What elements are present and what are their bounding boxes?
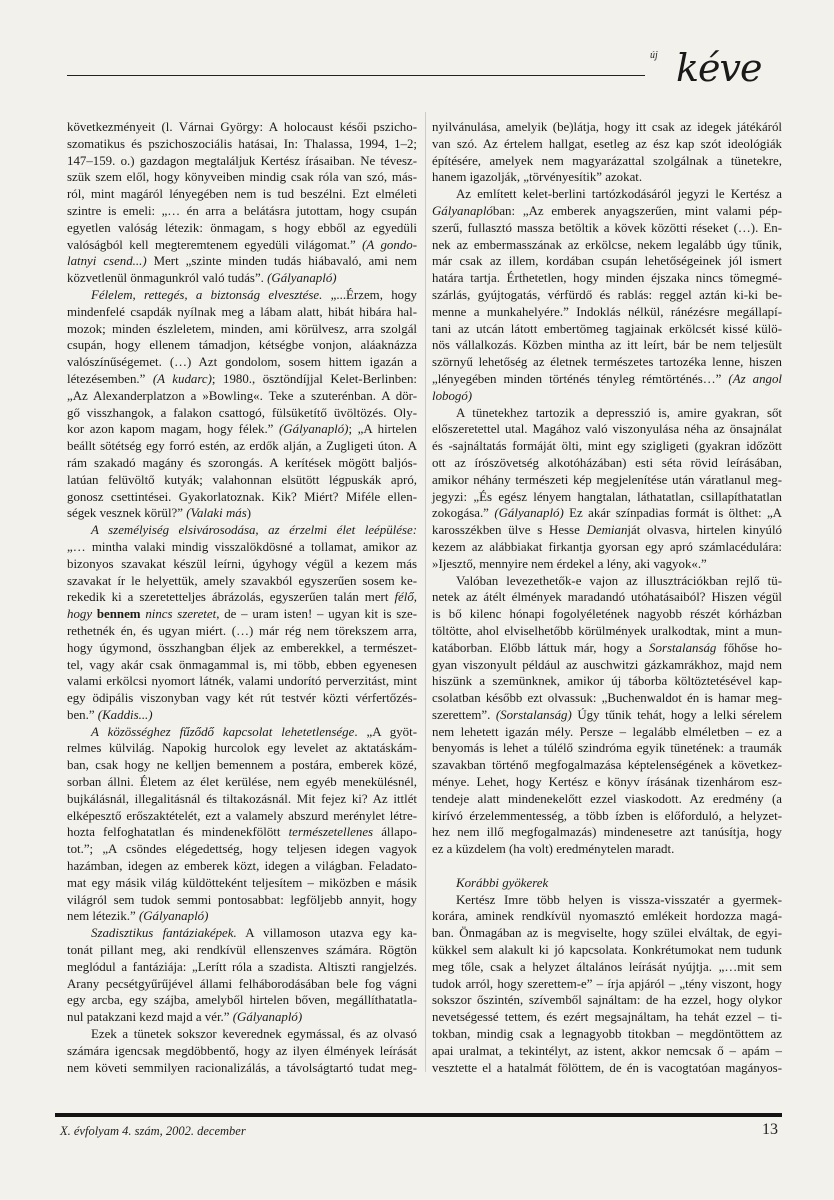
- text: főhőse ho-: [716, 640, 782, 655]
- text-line: [432, 371, 782, 388]
- text: valóságból kell megteremtenem egyedüli világomat.”: [67, 237, 363, 252]
- text: tokban, mindig csak a legnagyobb titokban – megdöntöttem az: [432, 1027, 782, 1042]
- text: csolatban később ezt olvassuk: „Buchenwaldot én is hamar meg-: [432, 691, 782, 706]
- text: netek az átélt élmények maradandó utóhatásaiból? Hiszen végül: [432, 590, 782, 605]
- text-line: [67, 740, 417, 757]
- text: ben.”: [67, 707, 98, 722]
- text: relmes külvilág. Napokig hurcolok egy levelet az aktatáskám-: [67, 741, 417, 756]
- text: mindenfelé csapdák nyílnak meg a lábam alatt, hibát hibára hal-: [67, 304, 417, 319]
- text-line: [67, 287, 417, 304]
- text-line: [432, 321, 782, 338]
- italic-text: (Gályanapló): [494, 506, 564, 521]
- text: egy arcba, egy szájba, amelyből hirtelen bőven, megállíthatatla-: [67, 993, 417, 1008]
- text-line: [67, 791, 417, 808]
- text: töltötte, ahol elviselhetőbb körülmények uralkodtak, mint a mun-: [432, 623, 782, 638]
- text-line: [67, 875, 417, 892]
- text-line: [432, 707, 782, 724]
- text-line: [67, 908, 417, 925]
- italic-text: Korábbi gyökerek: [456, 875, 549, 890]
- italic-text: Félelem, rettegés, a biztonság elvesztése.: [91, 287, 323, 302]
- text: szavakat ír le helyettük, amely szavakból egyszerűen sosem ke-: [67, 573, 417, 588]
- text-line: [432, 556, 782, 573]
- text-line: [67, 657, 417, 674]
- magazine-logo: kéve: [676, 46, 762, 90]
- text-line: [67, 673, 417, 690]
- text: szomatikus és pszichoszociális hatásai, In: Thalassa, 1994, 1–2;: [67, 136, 417, 151]
- text-line: [432, 976, 782, 993]
- text: tendeje alatt mindenekelőtt ezzel viaskodott. Az eredmény (a: [432, 791, 782, 806]
- text-line: [432, 808, 782, 825]
- text-line: [67, 253, 417, 270]
- text: Arany pecsétgyűrűjével állami felháborodásában bele fog vágni: [67, 976, 417, 991]
- text-line: [67, 707, 417, 724]
- text-line: [67, 1060, 417, 1077]
- italic-text: (A kudarc): [152, 371, 212, 386]
- text: világról sem tudok semmi pontosabbat: legföljebb annyit, hogy: [67, 892, 417, 907]
- italic-text: (Kaddis...): [97, 707, 153, 722]
- text: nem követi semmilyen racionalizálás, a távolságtartó tudat meg-: [67, 1060, 417, 1075]
- text-line: [432, 992, 782, 1009]
- text: Mert „szinte minden tudás hiábavaló, ami nem: [146, 254, 417, 269]
- text: szárlás, gyújtogatás, vérfürdő és rablás: reggel aztán ki-ki be-: [432, 287, 782, 302]
- italic-text: félő,: [394, 590, 417, 605]
- text: beállt sötétség egy forró estén, az erdők alján, a Zugligeti úton. A: [67, 439, 417, 454]
- issue-info: X. évfolyam 4. szám, 2002. december: [60, 1124, 246, 1138]
- paragraph: [67, 1026, 417, 1076]
- italic-text: latnyi csend...): [67, 254, 147, 269]
- text: vesztette el a hatalmát fölöttem, de én is vacogtatóan magányos-: [432, 1060, 782, 1075]
- paragraph: [67, 287, 417, 522]
- text-line: [432, 169, 782, 186]
- text-line: [67, 186, 417, 203]
- text: gonosz csettintései. Gyakorlatoznak. Kik? Miért? Miféle ellen-: [67, 489, 417, 504]
- text: hez nem illő megfogalmazás) mindenesetre azt tanúsítja, hogy: [432, 825, 782, 840]
- text-line: [67, 119, 417, 136]
- italic-text: (Az angol: [728, 371, 782, 386]
- text-line: [432, 892, 782, 909]
- text-line: [432, 522, 782, 539]
- text: tani az utcán látott embertömeg tagjainak erkölcsét kissé külö-: [432, 321, 782, 336]
- text-line: [432, 472, 782, 489]
- text-line: [67, 690, 417, 707]
- italic-text: lobogó): [432, 388, 473, 403]
- italic-text: nincs szeretet: [140, 607, 217, 622]
- text: bujkálásnál, illegalitásnál és tiltakozásnál. Mit fejez ki? Az ittlét: [67, 791, 417, 806]
- text: gyan viszonyult például az auschwitzi gázkamrákhoz, majd nem: [432, 657, 782, 672]
- text: létezésemben.”: [67, 371, 153, 386]
- text: elképesztő erőszaktételét, ezt a valamely abszurd merénylet létre-: [67, 808, 417, 823]
- text-line: [432, 657, 782, 674]
- italic-text: Gályanapló: [432, 203, 493, 218]
- text-line: [432, 220, 782, 237]
- paragraph: [432, 573, 782, 859]
- text-line: [432, 287, 782, 304]
- text: egyetlen valóság létezik: önmagam, s hogy ebből az egyedüli: [67, 220, 417, 235]
- text-line: [432, 1026, 782, 1043]
- text-line: [67, 337, 417, 354]
- text: bizonyos szavakat készül leírni, úgyhogy végül a kezem más: [67, 556, 417, 571]
- text: ): [246, 506, 252, 521]
- text: csupán, hogy ellenem támadjon, kétségbe vonjon, aláaknázza: [67, 338, 417, 353]
- column-divider: [425, 112, 426, 1072]
- text: ségek vesznek körül?”: [67, 506, 187, 521]
- text-line: [67, 321, 417, 338]
- paragraph: [432, 405, 782, 573]
- text-line: [67, 606, 417, 623]
- text: Úgy tűnik tehát, hogy a lelki sérelem: [571, 707, 782, 722]
- italic-text: (Valaki más: [186, 506, 247, 521]
- text-line: [67, 623, 417, 640]
- italic-text: A személyiség elsivárosodása, az érzelmi élet leépülése:: [91, 523, 417, 538]
- text-line: [67, 438, 417, 455]
- text-line: [432, 791, 782, 808]
- text: ról, mint magáról lényegében nem is tud beszélni. Ezt elméleti: [67, 187, 417, 202]
- text: nyilvánulása, amelyik (be)látja, hogy itt csak az idegek játékáról: [432, 120, 782, 134]
- text-line: [432, 388, 782, 405]
- text-line: [67, 522, 417, 539]
- text: közvetlenül önmagunkról való tudás”.: [67, 271, 268, 286]
- italic-text: (Gályanapló): [232, 1010, 303, 1025]
- text-line: [67, 169, 417, 186]
- text: kezem az alábbiakat firkantja gyorsan egy apró számlacédulára:: [432, 539, 782, 554]
- text-line: [67, 774, 417, 791]
- text: Az említett kelet-berlini tartózkodásáról jegyzi le Kertész a: [456, 187, 782, 202]
- text: Valóban levezethetők-e vajon az illusztrációkban rejlő tü-: [456, 573, 782, 588]
- text: szintre is emeli: „… én arra a belátásra jutottam, hogy csupán: [67, 203, 417, 218]
- text: rekedik ki a szeretetteljes ábrázolás, egyszerűen talán mert: [67, 590, 395, 605]
- text: jegyzi: „És egész lényem hangtalan, láthatatlan, csillapíthatatlan: [432, 489, 782, 504]
- text-line: [67, 589, 417, 606]
- text: rám szakadó magány és szorongás. A kerítések mögött baljós-: [67, 455, 417, 470]
- text-line: [432, 875, 782, 892]
- text: kirívó érzelemmentesség, a több ízben is előforduló, a helyzet-: [432, 808, 782, 823]
- text-line: [432, 740, 782, 757]
- text-line: [432, 337, 782, 354]
- text-line: [67, 472, 417, 489]
- text: tudok arról, hogy szerettem-e” – írja apjáról – „tény viszont, hogy: [432, 976, 782, 991]
- text-line: [67, 992, 417, 1009]
- text: egy ödipális viszonyban vagy két rút testvér közti vérfertőzés-: [67, 691, 417, 706]
- text: ban. Önmagában az is megviselte, hogy szülei elváltak, de egyi-: [432, 926, 782, 941]
- text: „lényegében minden történés tényleg rémtörténés…”: [432, 371, 729, 386]
- text: gő visszhangok, a falakon csattogó, fülsüketítő üvöltözés. Oly-: [67, 405, 417, 420]
- text: mozok; minden észleletem, minden, ami körülvesz, arra szolgál: [67, 321, 417, 336]
- text-line: [432, 186, 782, 203]
- text: van szó. Az értelem hallgat, esetleg az ész kap szót ideológiák: [432, 136, 782, 151]
- text: Ezek a tünetek sokszor keverednek egymással, és az olvasó: [91, 1027, 417, 1042]
- text: sokszor őszintén, szívemből sajnáltam: de ha ezzel, hogy olykor: [432, 993, 782, 1008]
- text-line: [432, 455, 782, 472]
- text: következményeit (l. Várnai György: A holocaust késői pszicho-: [67, 120, 417, 134]
- paragraph: [67, 925, 417, 1026]
- text: nem létezik.”: [67, 909, 139, 924]
- text: benyomás is lehet a túlélő szindróma egyik tünetének: a traumák: [432, 741, 782, 756]
- text-line: [432, 304, 782, 321]
- text-line: [67, 824, 417, 841]
- text-line: [67, 858, 417, 875]
- text: is bő kilenc hónapi fogolyéletének nagyobb részét kórházban: [432, 607, 782, 622]
- text: határa tartja. Érthetetlen, hogy minden éjszaka nincs tömegmé-: [432, 271, 782, 286]
- text-line: [432, 1060, 782, 1077]
- text-line: [67, 841, 417, 858]
- text-line: [432, 774, 782, 791]
- text: nös vállalkozás. Közben mintha az itt leírt, bár be nem teljesült: [432, 338, 782, 353]
- text: nem lehetett igazán mély. Persze – legalább elméletben – ez a: [432, 724, 782, 739]
- text: amikor néhány természeti kép megjelenítése után váratlanul meg-: [432, 472, 782, 487]
- text-line: [67, 539, 417, 556]
- text-line: [432, 606, 782, 623]
- text: szerettem”.: [432, 707, 496, 722]
- text: „...Érzem, hogy: [322, 287, 417, 302]
- text-line: [67, 959, 417, 976]
- text: ban, csak hogy ne kelljen bemennem a postára, emberek közé,: [67, 758, 417, 773]
- text: hazámban, idegen az emberek közt, idegen a világban. Feladato-: [67, 859, 417, 874]
- text-line: [432, 421, 782, 438]
- logo-prefix: új: [650, 50, 658, 61]
- text: ját olvasva, hirtelen kinyúló: [627, 523, 782, 538]
- text-line: [432, 841, 782, 858]
- text-line: [432, 959, 782, 976]
- text: nek az embermasszának az erkölcse, nekem legalább úgy tűnik,: [432, 237, 782, 252]
- text: apai uralmat, a tekintélyt, az istent, akkor nemcsak ő – apám –: [432, 1043, 782, 1058]
- text-line: [432, 1009, 782, 1026]
- italic-text: természetellenes: [288, 825, 374, 840]
- text-line: [432, 405, 782, 422]
- text: meglódul a fantáziája: „Lerítt róla a szadista. Altiszti rangjelzés.: [67, 959, 417, 974]
- text: tot.”; „A csöndes elégedettség, hogy teljesen idegen vagyok: [67, 842, 417, 857]
- text: hiszünk a szemünknek, amikor új táborba költöztetésével kap-: [432, 674, 782, 689]
- text: tel, vagy akár csak önmagammal is, mi több, ebben egyenesen: [67, 657, 417, 672]
- paragraph: [67, 724, 417, 926]
- text: . „A gyöt-: [354, 724, 417, 739]
- text: zokogása.”: [432, 506, 495, 521]
- italic-text: A közösséghez fűződő kapcsolat lehetetlensége: [91, 724, 355, 739]
- text: menne a munkahelyére.” Indoklás nélkül, ránézésre megállapí-: [432, 304, 782, 319]
- text-line: [67, 556, 417, 573]
- text-line: [67, 976, 417, 993]
- text: ban: „Az emberek anyagszerűen, mint valami pép-: [492, 203, 782, 218]
- paragraph: [432, 186, 782, 404]
- text-line: [432, 1043, 782, 1060]
- text-line: [432, 690, 782, 707]
- text-line: [432, 724, 782, 741]
- text-line: [67, 892, 417, 909]
- text-line: [432, 153, 782, 170]
- text-line: [432, 942, 782, 959]
- text: állapo-: [373, 825, 417, 840]
- right-column: [432, 119, 782, 1076]
- text: meg tőle, csak a helyzet általános leírását nyújtja. „…mit sem: [432, 959, 782, 974]
- italic-text: (Gályanapló): [267, 271, 337, 286]
- text-line: [432, 489, 782, 506]
- text: Kertész Imre több helyen is vissza-visszatér a gyermek-: [456, 892, 782, 907]
- text-line: [67, 136, 417, 153]
- header-rule: [67, 75, 645, 76]
- section-heading: [432, 875, 782, 892]
- text: A tünetekhez tartozik a depresszió is, amire gyakran, sőt: [456, 405, 782, 420]
- text: ménye. Lehet, hogy Kertész e könyv írásának tizenhárom esz-: [432, 775, 782, 790]
- text: számára igencsak megdöbbentő, hogy az ilyen élmények leírását: [67, 1043, 417, 1058]
- paragraph: [67, 119, 417, 287]
- text: rethetnék én, és ugyan miért. (…) már rég nem törekszem arra,: [67, 623, 417, 638]
- italic-text: Demian: [586, 523, 628, 538]
- left-column: [67, 119, 417, 1076]
- text-line: [67, 304, 417, 321]
- italic-text: (Sorstalanság): [495, 707, 572, 722]
- text-line: [432, 354, 782, 371]
- italic-text: Sorstalanság: [649, 640, 717, 655]
- paragraph: [432, 119, 782, 186]
- text-line: [432, 270, 782, 287]
- text: nevetségessé tettem, és ezért megsajnáltam, ha tehát ezzel – ti-: [432, 1010, 782, 1025]
- text: és -sajnáltatás formáját ölti, mint egy szigligeti (gyakran időzött: [432, 439, 782, 454]
- text: előszeretettel utal. Magához való viszonyulása néha az önsajnálat: [432, 422, 782, 437]
- text: hanem igazolják, „törvényesítik” azokat.: [432, 170, 643, 185]
- text-line: [432, 253, 782, 270]
- text-line: [432, 908, 782, 925]
- text-line: [67, 1043, 417, 1060]
- text-line: [67, 757, 417, 774]
- text-line: [432, 438, 782, 455]
- text-line: [67, 942, 417, 959]
- text: hozta felfoghatatlan és mindenekfölött: [67, 825, 289, 840]
- text: tonát pillant meg, aki rendkívül ellenszenves számára. Rögtön: [67, 943, 417, 958]
- text: szavakban történő megfogalmazása képtelenségének a következ-: [432, 758, 782, 773]
- footer-rule: [55, 1113, 782, 1117]
- text: »Ijesztő, mennyire nem érdekel a lény, aki vagyok«.”: [432, 556, 707, 571]
- text: már csak az illem, kordában csupán lehetőségeinek jól ismert: [432, 254, 782, 269]
- text-line: [67, 925, 417, 942]
- text-line: [432, 673, 782, 690]
- text-line: [67, 455, 417, 472]
- text: „… mintha valaki mindig visszalökdösné a tollamat, amikor az: [67, 539, 417, 554]
- text-line: [432, 589, 782, 606]
- text-line: [432, 203, 782, 220]
- text-line: [432, 505, 782, 522]
- text-line: [67, 808, 417, 825]
- text-line: [67, 505, 417, 522]
- text-line: [67, 421, 417, 438]
- text-line: [67, 405, 417, 422]
- text-line: [432, 136, 782, 153]
- italic-text: (A gondo-: [362, 237, 417, 252]
- italic-text: (Gályanapló): [279, 422, 349, 437]
- text-line: [432, 925, 782, 942]
- text: latúan felüvöltő kutyák; valahonnan elsütött légpuskák apró,: [67, 472, 417, 487]
- text-line: [67, 1026, 417, 1043]
- italic-text: Szadisztikus fantáziaképek.: [91, 926, 237, 941]
- text: mat egy másik világ küldötteként teljesítem – miközben e másik: [67, 875, 417, 890]
- page-number: 13: [762, 1121, 778, 1138]
- text: szük szem elől, hogy könyveiben mindig csak róla van szó, más-: [67, 170, 417, 185]
- italic-text: hogy: [67, 607, 97, 622]
- text: hogy úgymond, összhangban éljek az emberekkel, a természet-: [67, 640, 417, 655]
- text-line: [67, 203, 417, 220]
- text: Ez akár színpadias formát is ölthet: „A: [563, 506, 782, 521]
- text: A villamoson utazva egy ka-: [236, 926, 417, 941]
- text-line: [432, 539, 782, 556]
- text-line: [67, 388, 417, 405]
- text-line: [67, 573, 417, 590]
- paragraph: [67, 522, 417, 724]
- text-line: [67, 220, 417, 237]
- text-line: [67, 640, 417, 657]
- text: karosszékben ülve s Hesse: [432, 523, 587, 538]
- text: sorban állni. Életem az élet kerülése, nem egyéb menekülésnél,: [67, 775, 417, 790]
- text: szerű, fullasztó massza betöltik a kövek közötti réseket (…). En-: [432, 220, 782, 235]
- text: valami erkölcsi nyomort látnék, valami undorító perverzitást, mint: [67, 674, 417, 689]
- text: kükkel sem alakult ki jó kapcsolata. Konkrétumokat nem tudunk: [432, 943, 782, 958]
- text-line: [432, 824, 782, 841]
- text-line: [67, 371, 417, 388]
- paragraph: [432, 892, 782, 1077]
- text-line: [67, 153, 417, 170]
- text: ott az írószövetség alkotóházában) esti séta rövid leírásában,: [432, 455, 782, 470]
- text: szörnyű lehetőség az életnek természetes tartozéka lenne, hiszen: [432, 355, 782, 370]
- text-line: [432, 573, 782, 590]
- text: ; 1980., ösztöndíjjal Kelet-Berlinben:: [211, 371, 417, 386]
- text-line: [67, 237, 417, 254]
- text: valószínűségemet. (…) Azt gondolom, sosem hittem igazán a: [67, 355, 417, 370]
- text-line: [67, 489, 417, 506]
- text-line: [432, 623, 782, 640]
- bold-text: bennem: [96, 607, 141, 622]
- text-line: [432, 640, 782, 657]
- text: katáborban. Előbb láttuk már, hogy a: [432, 640, 650, 655]
- text: építésére, amelyek nem magyarázattal szolgálnak a tünetekre,: [432, 153, 782, 168]
- text: „Az Alexanderplatzon a »Bowling«. Teke a szuterénban. A dör-: [67, 388, 417, 403]
- text-line: [432, 757, 782, 774]
- text-line: [67, 724, 417, 741]
- text-line: [432, 237, 782, 254]
- text: ; „A hirtelen: [348, 422, 417, 437]
- text: nul patakzani kezd majd a vér.”: [67, 1010, 233, 1025]
- text-line: [67, 1009, 417, 1026]
- text: korára, aminek rendkívül nyomasztó emlékeit hordozza magá-: [432, 909, 782, 924]
- text: 147–159. o.) gazdagon megtaláljuk Kertész írásaiban. Ne tévesz-: [67, 153, 417, 168]
- text-line: [67, 270, 417, 287]
- text: kor azon kapom magam, hogy félek.”: [67, 422, 280, 437]
- text-line: [432, 119, 782, 136]
- italic-text: (Gályanapló): [138, 909, 209, 924]
- text: , de – uram isten! – ugyan kit is sze-: [216, 607, 418, 622]
- text: ez a küzdelem (ha volt) eredménytelen maradt.: [432, 842, 675, 857]
- text-line: [67, 354, 417, 371]
